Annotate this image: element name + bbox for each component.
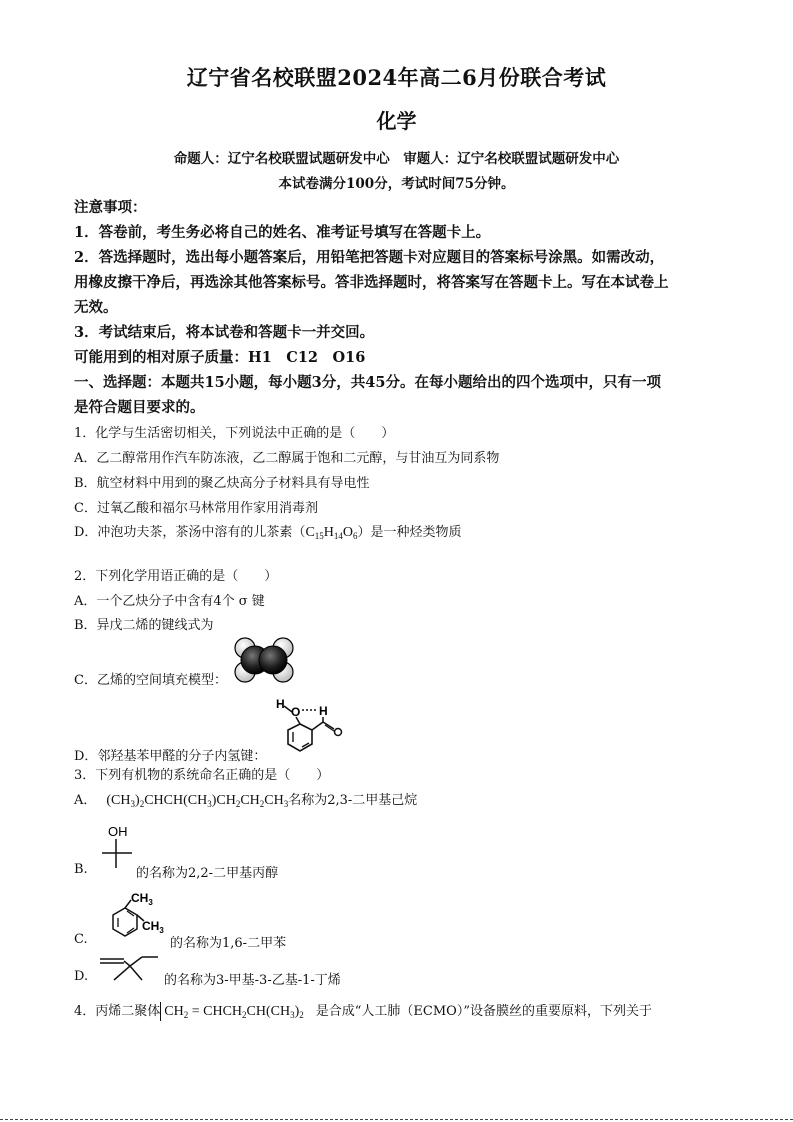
q3-option-a bbox=[74, 789, 417, 809]
q4-suffix: 是合成“人工肺（ECMO）”设备膜丝的重要原料，下列关于 bbox=[315, 1004, 652, 1019]
subject-title: 化学 bbox=[376, 109, 417, 133]
q1-option-d-prefix: D．冲泡功夫茶，茶汤中溶有的儿茶素（ bbox=[74, 525, 306, 540]
note-item-2-line-1: 2．答选择题时，选出每小题答案后，用铅笔把答题卡对应题目的答案标号涂黑。如需改动， bbox=[74, 249, 665, 266]
note-item-3: 3．考试结束后，将本试卷和答题卡一并交回。 bbox=[74, 324, 375, 341]
q2-option-b: B．异戊二烯的键线式为 bbox=[74, 618, 214, 633]
q3-option-c-text: 的名称为1,6-二甲苯 bbox=[170, 936, 287, 951]
ethylene-space-filling-model bbox=[233, 637, 295, 683]
note-item-1: 1．答卷前，考生务必将自己的姓名、准考证号填写在答题卡上。 bbox=[74, 224, 491, 241]
catechin-formula: $C_{15}H_{14}O_6$ bbox=[305, 525, 358, 541]
q3-d-structure bbox=[98, 954, 162, 984]
q1-option-c: C．过氧乙酸和福尔马林常用作家用消毒剂 bbox=[74, 501, 318, 516]
q1-option-a: A．乙二醇常用作汽车防冻液，乙二醇属于饱和二元醇，与甘油互为同系物 bbox=[74, 451, 500, 466]
q1-option-d bbox=[74, 521, 462, 541]
section-heading-line-2: 是符合题目要求的。 bbox=[74, 399, 205, 416]
page-bottom-divider bbox=[0, 1119, 793, 1121]
label-h-aldehyde: H bbox=[319, 704, 328, 718]
q3-a-formula: $(CH_3)_2CHCH(CH_3)CH_2CH_2CH_3$ bbox=[106, 793, 289, 809]
q2-option-d: D．邻羟基苯甲醛的分子内氢键： bbox=[74, 749, 267, 764]
q3-stem: 3．下列有机物的系统命名正确的是（ ） bbox=[74, 768, 330, 783]
label-ch3-right: $CH_3$ bbox=[142, 919, 164, 935]
authors-line: 命题人：辽宁名校联盟试题研发中心 审题人：辽宁名校联盟试题研发中心 bbox=[173, 151, 620, 167]
q1-stem: 1．化学与生活密切相关，下列说法中正确的是（ ） bbox=[74, 426, 395, 441]
salicylaldehyde-structure bbox=[274, 696, 350, 758]
q3-option-b-label: B. bbox=[74, 862, 88, 877]
q3-option-a-label: A． bbox=[74, 793, 97, 808]
q1-option-d-suffix: ）是一种烃类物质 bbox=[357, 525, 462, 540]
q3-b-structure bbox=[100, 822, 134, 872]
q3-option-a-text: 名称为2,3-二甲基己烷 bbox=[288, 793, 418, 808]
q3-option-d-text: 的名称为3-甲基-3-乙基-1-丁烯 bbox=[164, 973, 341, 988]
q3-option-c-label: C. bbox=[74, 932, 88, 947]
label-ch3-top: $CH_3$ bbox=[131, 891, 153, 907]
exam-info: 本试卷满分100分，考试时间75分钟。 bbox=[278, 176, 515, 192]
q4-stem bbox=[74, 1000, 652, 1020]
note-item-2-line-3: 无效。 bbox=[74, 299, 118, 316]
q2-option-c: C．乙烯的空间填充模型： bbox=[74, 673, 227, 688]
q1-option-b: B．航空材料中用到的聚乙炔高分子材料具有导电性 bbox=[74, 476, 370, 491]
q2-stem: 2．下列化学用语正确的是（ ） bbox=[74, 569, 278, 584]
q3-option-b-text: 的名称为2,2-二甲基丙醇 bbox=[136, 866, 279, 881]
q4-formula: $CH_2$ = $CHCH_2CH(CH_3)_2$ bbox=[160, 1002, 307, 1021]
q2-option-a: A．一个乙炔分子中含有4个 σ 键 bbox=[74, 594, 265, 609]
q4-prefix: 4．丙烯二聚体 bbox=[74, 1004, 161, 1019]
label-o-hydroxyl: O bbox=[291, 705, 301, 719]
q3-option-d-label: D. bbox=[74, 969, 89, 984]
notes-heading: 注意事项： bbox=[74, 199, 147, 216]
label-h-hydroxyl: H bbox=[276, 697, 285, 711]
exam-title: 辽宁省名校联盟2024年高二6月份联合考试 bbox=[186, 65, 607, 90]
label-oh: OH bbox=[108, 824, 128, 839]
section-heading-line-1: 一、选择题：本题共15小题，每小题3分，共45分。在每小题给出的四个选项中，只有一项 bbox=[74, 374, 661, 391]
note-item-2-line-2: 用橡皮擦干净后，再选涂其他答案标号。答非选择题时，将答案写在答题卡上。写在本试卷上 bbox=[74, 274, 669, 291]
q3-c-structure bbox=[97, 890, 171, 946]
atomic-mass-line: 可能用到的相对原子质量：H1 C12 O16 bbox=[74, 349, 366, 366]
